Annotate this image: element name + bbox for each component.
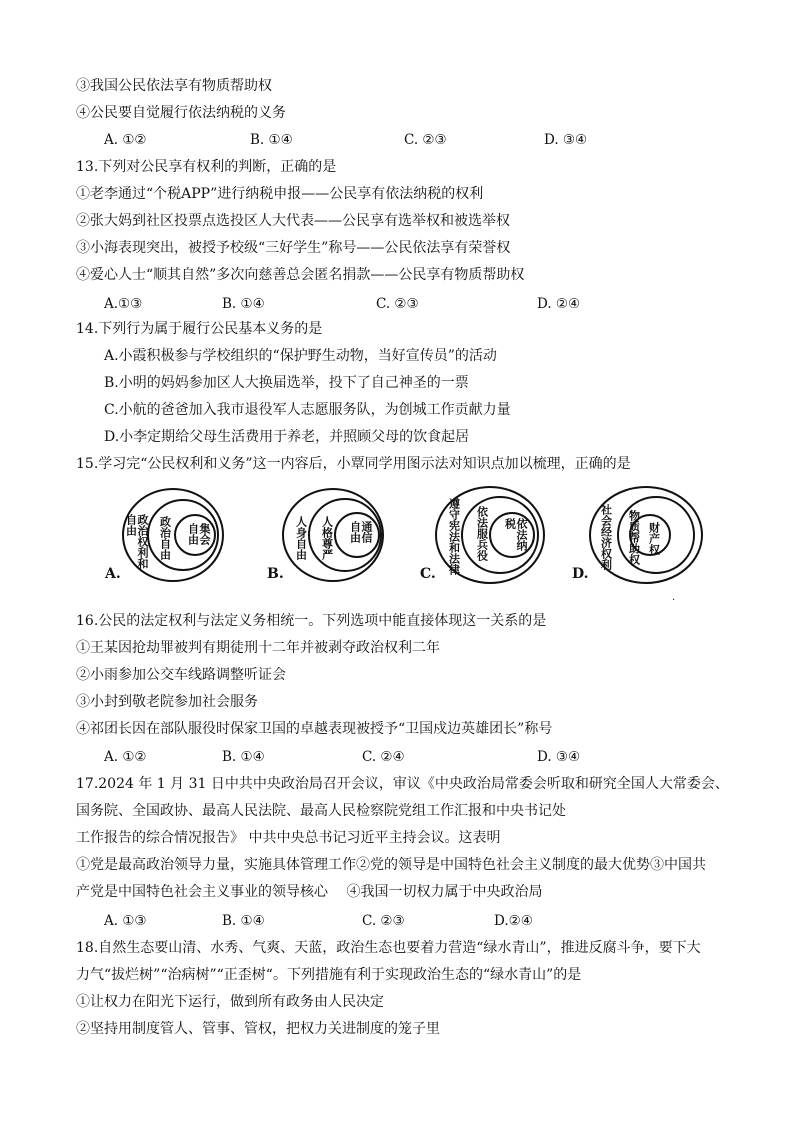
diagram-a-outer-text: 政治权利和自由 — [124, 514, 149, 569]
diagram-b-outer-text: 人身自由 — [294, 516, 308, 560]
q16-option-b: B. ①④ — [222, 749, 265, 765]
q13-option-d: D. ②④ — [537, 296, 581, 312]
q16-option-a: A. ①② — [104, 749, 147, 765]
stray-mark: . — [672, 592, 676, 603]
q16-option-c: C. ②④ — [362, 749, 405, 765]
q17-line-4: ①党是最高政治领导力量，实施具体管理工作②党的领导是中国特色社会主义制度的最大优势③中国共 — [76, 857, 706, 873]
q18-statement-2: ②坚持用制度管人、管事、管权，把权力关进制度的笼子里 — [76, 1021, 440, 1037]
q12-statement-4: ④公民要自觉履行依法纳税的义务 — [76, 105, 286, 121]
q16-statement-3: ③小封到敬老院参加社会服务 — [76, 694, 258, 710]
diagram-d-outer-text: 社会经济权利 — [599, 504, 613, 570]
q18-statement-1: ①让权力在阳光下运行，做到所有政务由人民决定 — [76, 994, 384, 1010]
q17-line-3: 工作报告的综合情况报告》 中共中央总书记习近平主持会议。这表明 — [76, 830, 501, 846]
q12-statement-3: ③我国公民依法享有物质帮助权 — [76, 78, 272, 94]
diagram-d-middle-text: 物质帮助权 — [627, 510, 641, 565]
diagram-c-middle-text: 依法服兵役 — [475, 506, 489, 561]
q18-line-1: 18.自然生态要山清、水秀、气爽、天蓝，政治生态也要着力营造“绿水青山”，推进反腐斗争，要下大 — [76, 940, 701, 956]
diagram-d-label: D. — [572, 566, 589, 582]
q12-option-a: A. ①② — [104, 132, 147, 148]
diagram-b-inner-text: 通信自由 — [348, 521, 373, 543]
diagram-a-label: A. — [105, 566, 121, 582]
q15-diagram-c — [418, 488, 588, 588]
q13-stem: 13.下列对公民享有权利的判断，正确的是 — [76, 159, 337, 175]
q17-option-a: A. ①③ — [104, 913, 147, 929]
q15-diagram-a — [103, 488, 273, 588]
q17-line-5: 产党是中国特色社会主义事业的领导核心 ④我国一切权力属于中央政治局 — [76, 884, 543, 900]
diagram-c-label: C. — [420, 566, 436, 582]
q15-stem: 15.学习完“公民权利和义务”这一内容后，小覃同学用图示法对知识点加以梳理，正确的是 — [76, 456, 631, 472]
q13-statement-4: ④爱心人士“顺其自然”多次向慈善总会匿名捐款——公民享有物质帮助权 — [76, 267, 525, 283]
q12-option-c: C. ②③ — [404, 132, 447, 148]
q16-statement-1: ①王某因抢劫罪被判有期徒刑十二年并被剥夺政治权利二年 — [76, 640, 440, 656]
q16-option-d: D. ③④ — [537, 749, 581, 765]
diagram-c-outer-text: 遵守宪法和法律 — [447, 498, 461, 575]
q14-option-b: B.小明的妈妈参加区人大换届选举，投下了自己神圣的一票 — [104, 375, 469, 391]
concentric-circles-c — [418, 488, 588, 588]
q12-option-b: B. ①④ — [250, 132, 293, 148]
diagram-b-label: B. — [267, 566, 284, 582]
diagram-b-middle-text: 人格尊严 — [320, 516, 334, 560]
q14-option-c: C.小航的爸爸加入我市退役军人志愿服务队，为创城工作贡献力量 — [104, 402, 511, 418]
q15-diagram-b — [265, 488, 435, 588]
diagram-a-inner-text: 集会自由 — [186, 523, 211, 545]
q17-option-b: B. ①④ — [222, 913, 265, 929]
q13-option-c: C. ②③ — [376, 296, 419, 312]
q17-option-d: D.②④ — [494, 913, 533, 929]
diagram-d-inner-text: 财产权 — [647, 522, 661, 555]
q17-option-c: C. ②③ — [362, 913, 405, 929]
q13-option-b: B. ①④ — [222, 296, 265, 312]
q13-option-a: A.①③ — [104, 296, 143, 312]
q17-line-1: 17.2024 年 1 月 31 日中共中央政治局召开会议，审议《中央政治局常委会听取和研究全国人大常委会、 — [76, 776, 729, 792]
q14-stem: 14.下列行为属于履行公民基本义务的是 — [76, 321, 323, 337]
q16-statement-2: ②小雨参加公交车线路调整听证会 — [76, 667, 286, 683]
q16-stem: 16.公民的法定权利与法定义务相统一。下列选项中能直接体现这一关系的是 — [76, 613, 547, 629]
q16-statement-4: ④祁团长因在部队服役时保家卫国的卓越表现被授予“卫国戍边英雄团长”称号 — [76, 721, 553, 737]
q13-statement-2: ②张大妈到社区投票点选投区人大代表——公民享有选举权和被选举权 — [76, 213, 510, 229]
q17-line-2: 国务院、全国政协、最高人民法院、最高人民检察院党组工作汇报和中央书记处 — [76, 803, 566, 819]
diagram-c-inner-text: 依法纳税 — [503, 518, 528, 551]
q13-statement-3: ③小海表现突出，被授予校级“三好学生”称号——公民依法享有荣誉权 — [76, 240, 511, 256]
q18-line-2: 力气“拔烂树”“治病树”“正歪树“。下列措施有利于实现政治生态的“绿水青山”的是 — [76, 967, 582, 983]
diagram-a-middle-text: 政治自由 — [158, 516, 172, 560]
q13-statement-1: ①老李通过“个税APP”进行纳税申报——公民享有依法纳税的权利 — [76, 186, 484, 202]
q12-option-d: D. ③④ — [544, 132, 588, 148]
q15-diagram-d — [570, 488, 740, 588]
q14-option-d: D.小李定期给父母生活费用于养老，并照顾父母的饮食起居 — [104, 429, 470, 445]
q14-option-a: A.小霞积极参与学校组织的“保护野生动物，当好宣传员”的活动 — [104, 348, 497, 364]
